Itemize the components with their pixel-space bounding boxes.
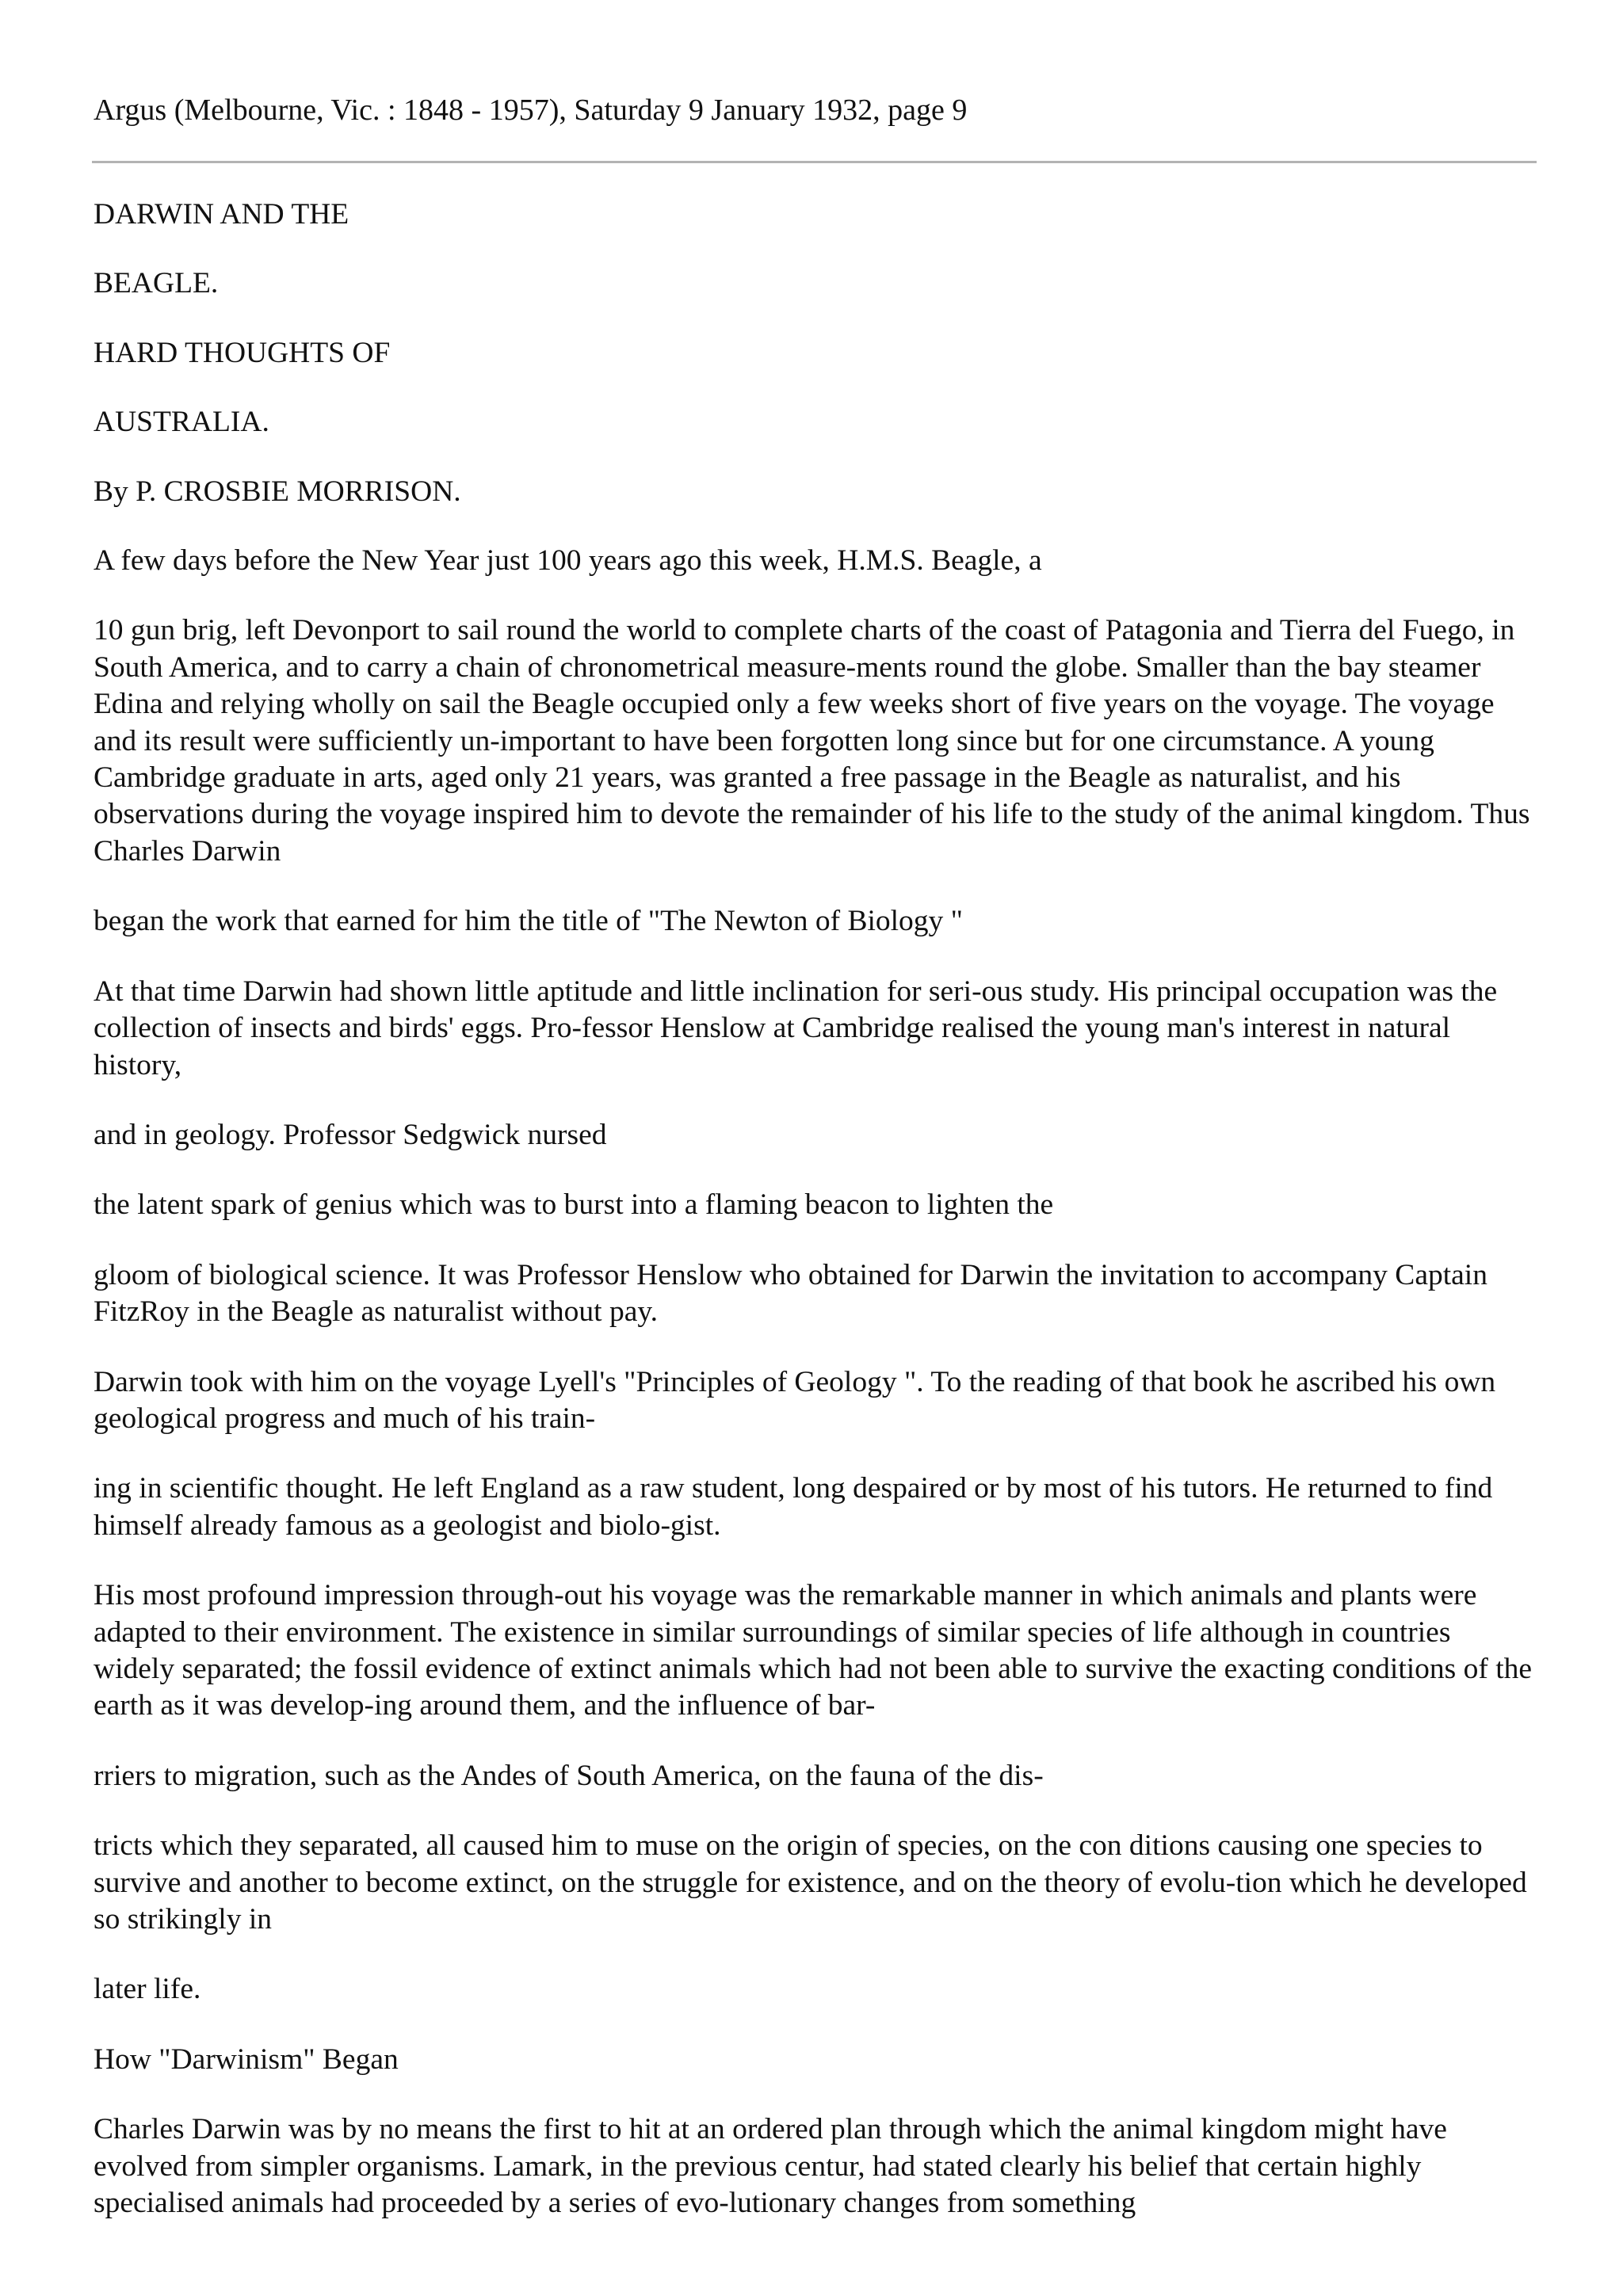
paragraph-8: Darwin took with him on the voyage Lyell's "Principles of Geology ". To the reading of that book he ascribed his own geological progress and much of his train- — [94, 1365, 1496, 1435]
paragraph-7: gloom of biological science. It was Professor Henslow who obtained for Darwin the invitation to accompany Captain FitzRoy in the Beagle as naturalist without pay. — [94, 1258, 1487, 1329]
paragraph-6: the latent spark of genius which was to burst into a flaming beacon to lighten the — [94, 1188, 1054, 1222]
headline-line-1: DARWIN AND THE — [94, 198, 349, 231]
article-body — [94, 196, 1537, 2255]
subheading: How "Darwinism" Began — [94, 2042, 399, 2076]
paragraph-10: His most profound impression through-out his voyage was the remarkable manner in which animals and plants were adapted to their environment. The existence in similar surroundings of similar species of life although in countries widely separated; the fossil evidence of extinct animals which had not been able to survive the exacting conditions of the earth as it was develop-ing around them, and the influence of bar- — [94, 1579, 1533, 1722]
headline-line-3: HARD THOUGHTS OF — [94, 336, 391, 369]
paragraph-9: ing in scientific thought. He left England as a raw student, long despaired or by most of his tutors. He returned to find himself already famous as a geologist and biolo-gist. — [94, 1472, 1493, 1542]
paragraph-1: A few days before the New Year just 100 years ago this week, H.M.S. Beagle, a — [94, 544, 1042, 578]
header-divider — [92, 161, 1537, 163]
paragraph-2: 10 gun brig, left Devonport to sail round the world to complete charts of the coast of Patagonia and Tierra del Fuego, in South America, and to carry a chain of chronometrical measure-ments round the globe. Smaller than the bay steamer Edina and relying wholly on sail the Beagle occupied only a few weeks short of five years on the voyage. The voyage and its result were sufficiently un-important to have been forgotten long since but for one circumstance. A young Cambridge graduate in arts, aged only 21 years, was granted a free passage in the Beagle as naturalist, and his observations during the voyage inspired him to devote the remainder of his life to the study of the animal kingdom. Thus Charles Darwin — [94, 614, 1530, 868]
closing-paragraph: Charles Darwin was by no means the first to hit at an ordered plan through which the animal kingdom might have evolved from simpler organisms. Lamark, in the previous centur, had stated clearly his belief that certain highly specialised animals had proceeded by a series of evo-lutionary changes from something — [94, 2113, 1447, 2220]
paragraph-5: and in geology. Professor Sedgwick nursed — [94, 1118, 607, 1151]
paragraph-3: began the work that earned for him the title of "The Newton of Biology " — [94, 905, 963, 938]
headline-line-2: BEAGLE. — [94, 267, 219, 300]
paragraph-4: At that time Darwin had shown little aptitude and little inclination for seri-ous study. His principal occupation was the collection of insects and birds' eggs. Pro-fessor Henslow at Cambridge realised the young man's interest in natural history, — [94, 974, 1498, 1081]
paragraph-12: tricts which they separated, all caused him to muse on the origin of species, on the con ditions causing one species to survive and another to become extinct, on the struggle for existence, and on the theory of evolu-tion which he developed so strikingly in — [94, 1829, 1527, 1936]
byline: By P. CROSBIE MORRISON. — [94, 475, 461, 508]
paragraph-11: rriers to migration, such as the Andes of South America, on the fauna of the dis- — [94, 1759, 1044, 1792]
paragraph-13: later life. — [94, 1973, 201, 2006]
newspaper-citation: Argus (Melbourne, Vic. : 1848 - 1957), Saturday 9 January 1932, page 9 — [94, 93, 968, 127]
headline-line-4: AUSTRALIA. — [94, 406, 269, 439]
